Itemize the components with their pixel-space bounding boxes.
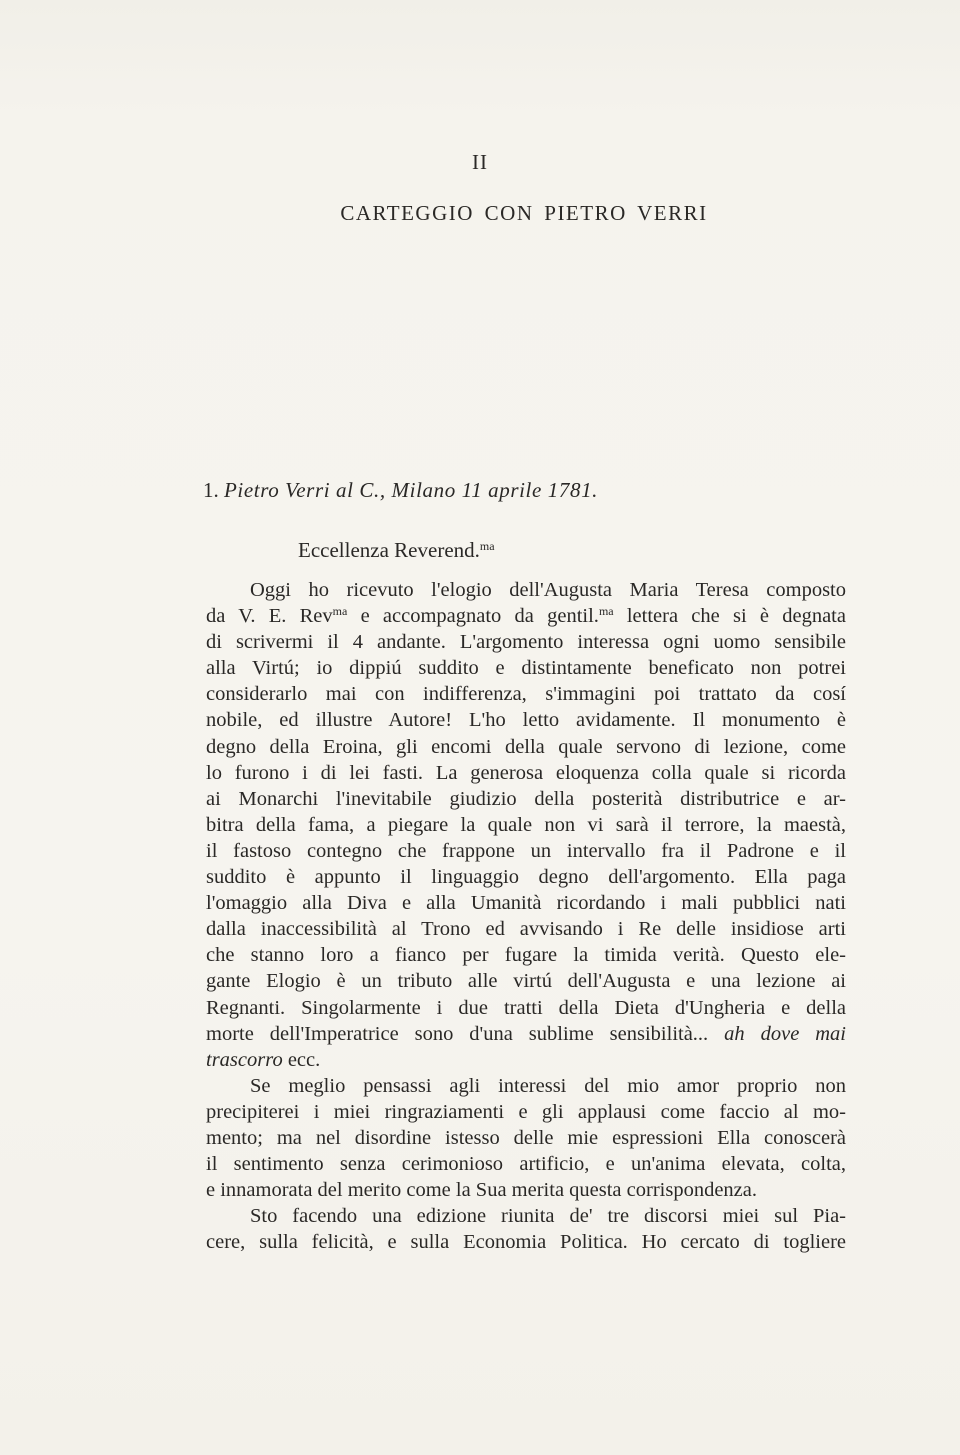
body-line: precipiterei i miei ringraziamenti e gli applausi come faccio al mo- xyxy=(206,1100,846,1123)
body-line: degno della Eroina, gli encomi della quale servono di lezione, come xyxy=(206,735,846,758)
body-line: Oggi ho ricevuto l'elogio dell'Augusta Maria Teresa composto xyxy=(250,579,846,601)
body-line: alla Virtú; io dippiú suddito e distintamente beneficato non potrei xyxy=(206,657,846,680)
body-line: Sto facendo una edizione riunita de' tre discorsi miei sul Pia- xyxy=(250,1205,846,1228)
section-title: CARTEGGIO CON PIETRO VERRI xyxy=(340,201,708,225)
body-line: e innamorata del merito come la Sua merita questa corrispondenza. xyxy=(206,1179,758,1202)
body-line: gante Elogio è un tributo alle virtú dell'Augusta e una lezione ai xyxy=(206,970,846,993)
body-line: bitra della fama, a piegare la quale non vi sarà il terrore, la maestà, xyxy=(206,813,846,836)
salutation-text: Eccellenza Reverend. xyxy=(298,538,480,562)
body-line: ai Monarchi l'inevitabile giudizio della posterità distributrice e ar- xyxy=(206,787,846,810)
body-line: morte dell'Imperatrice sono d'una sublime sensibilità... ah dove mai xyxy=(206,1022,846,1045)
salutation xyxy=(298,538,495,563)
body-line: cere, sulla felicità, e sulla Economia Politica. Ho cercato di togliere xyxy=(206,1231,846,1254)
body-line: mento; ma nel disordine istesso delle mie espressioni Ella conoscerà xyxy=(206,1126,846,1149)
body-line: dalla inaccessibilità al Trono ed avvisando i Re delle insidiose arti xyxy=(206,918,846,941)
body-line: trascorro ecc. xyxy=(206,1048,321,1071)
letter-header-text: Pietro Verri al C., Milano 11 aprile 1781. xyxy=(224,478,599,502)
body-line: da V. E. Rev$^{ma}$ e accompagnato da gentil.$^{ma}$ lettera che si è degnata xyxy=(206,604,846,628)
body-line: considerarlo mai con indifferenza, s'immagini poi trattato da cosí xyxy=(206,683,846,706)
body-line: nobile, ed illustre Autore! L'ho letto avidamente. Il monumento è xyxy=(206,709,846,732)
body-line: Se meglio pensassi agli interessi del mio amor proprio non xyxy=(250,1074,846,1097)
body-line: suddito è appunto il linguaggio degno dell'argomento. Ella paga xyxy=(206,866,846,889)
body-line: l'omaggio alla Diva e alla Umanità ricordando i mali pubblici nati xyxy=(206,892,846,915)
body-line: il fastoso contegno che frappone un intervallo fra il Padrone e il xyxy=(206,839,846,862)
body-line: il sentimento senza cerimonioso artificio, e un'anima elevata, colta, xyxy=(206,1153,846,1176)
body-line: lo furono i di lei fasti. La generosa eloquenza colla quale si ricorda xyxy=(206,761,846,784)
body-line: di scrivermi il 4 andante. L'argomento interessa ogni uomo sensibile xyxy=(206,631,846,654)
letter-body xyxy=(206,577,846,1255)
letter-header xyxy=(203,478,853,503)
letter-number: 1. xyxy=(203,478,219,502)
salutation-sup: ma xyxy=(479,539,495,553)
part-number: II xyxy=(472,150,488,174)
body-line: che stanno loro a fianco per fugare la timida verità. Questo ele- xyxy=(206,944,846,967)
body-line: Regnanti. Singolarmente i due tratti della Dieta d'Ungheria e della xyxy=(206,996,846,1019)
